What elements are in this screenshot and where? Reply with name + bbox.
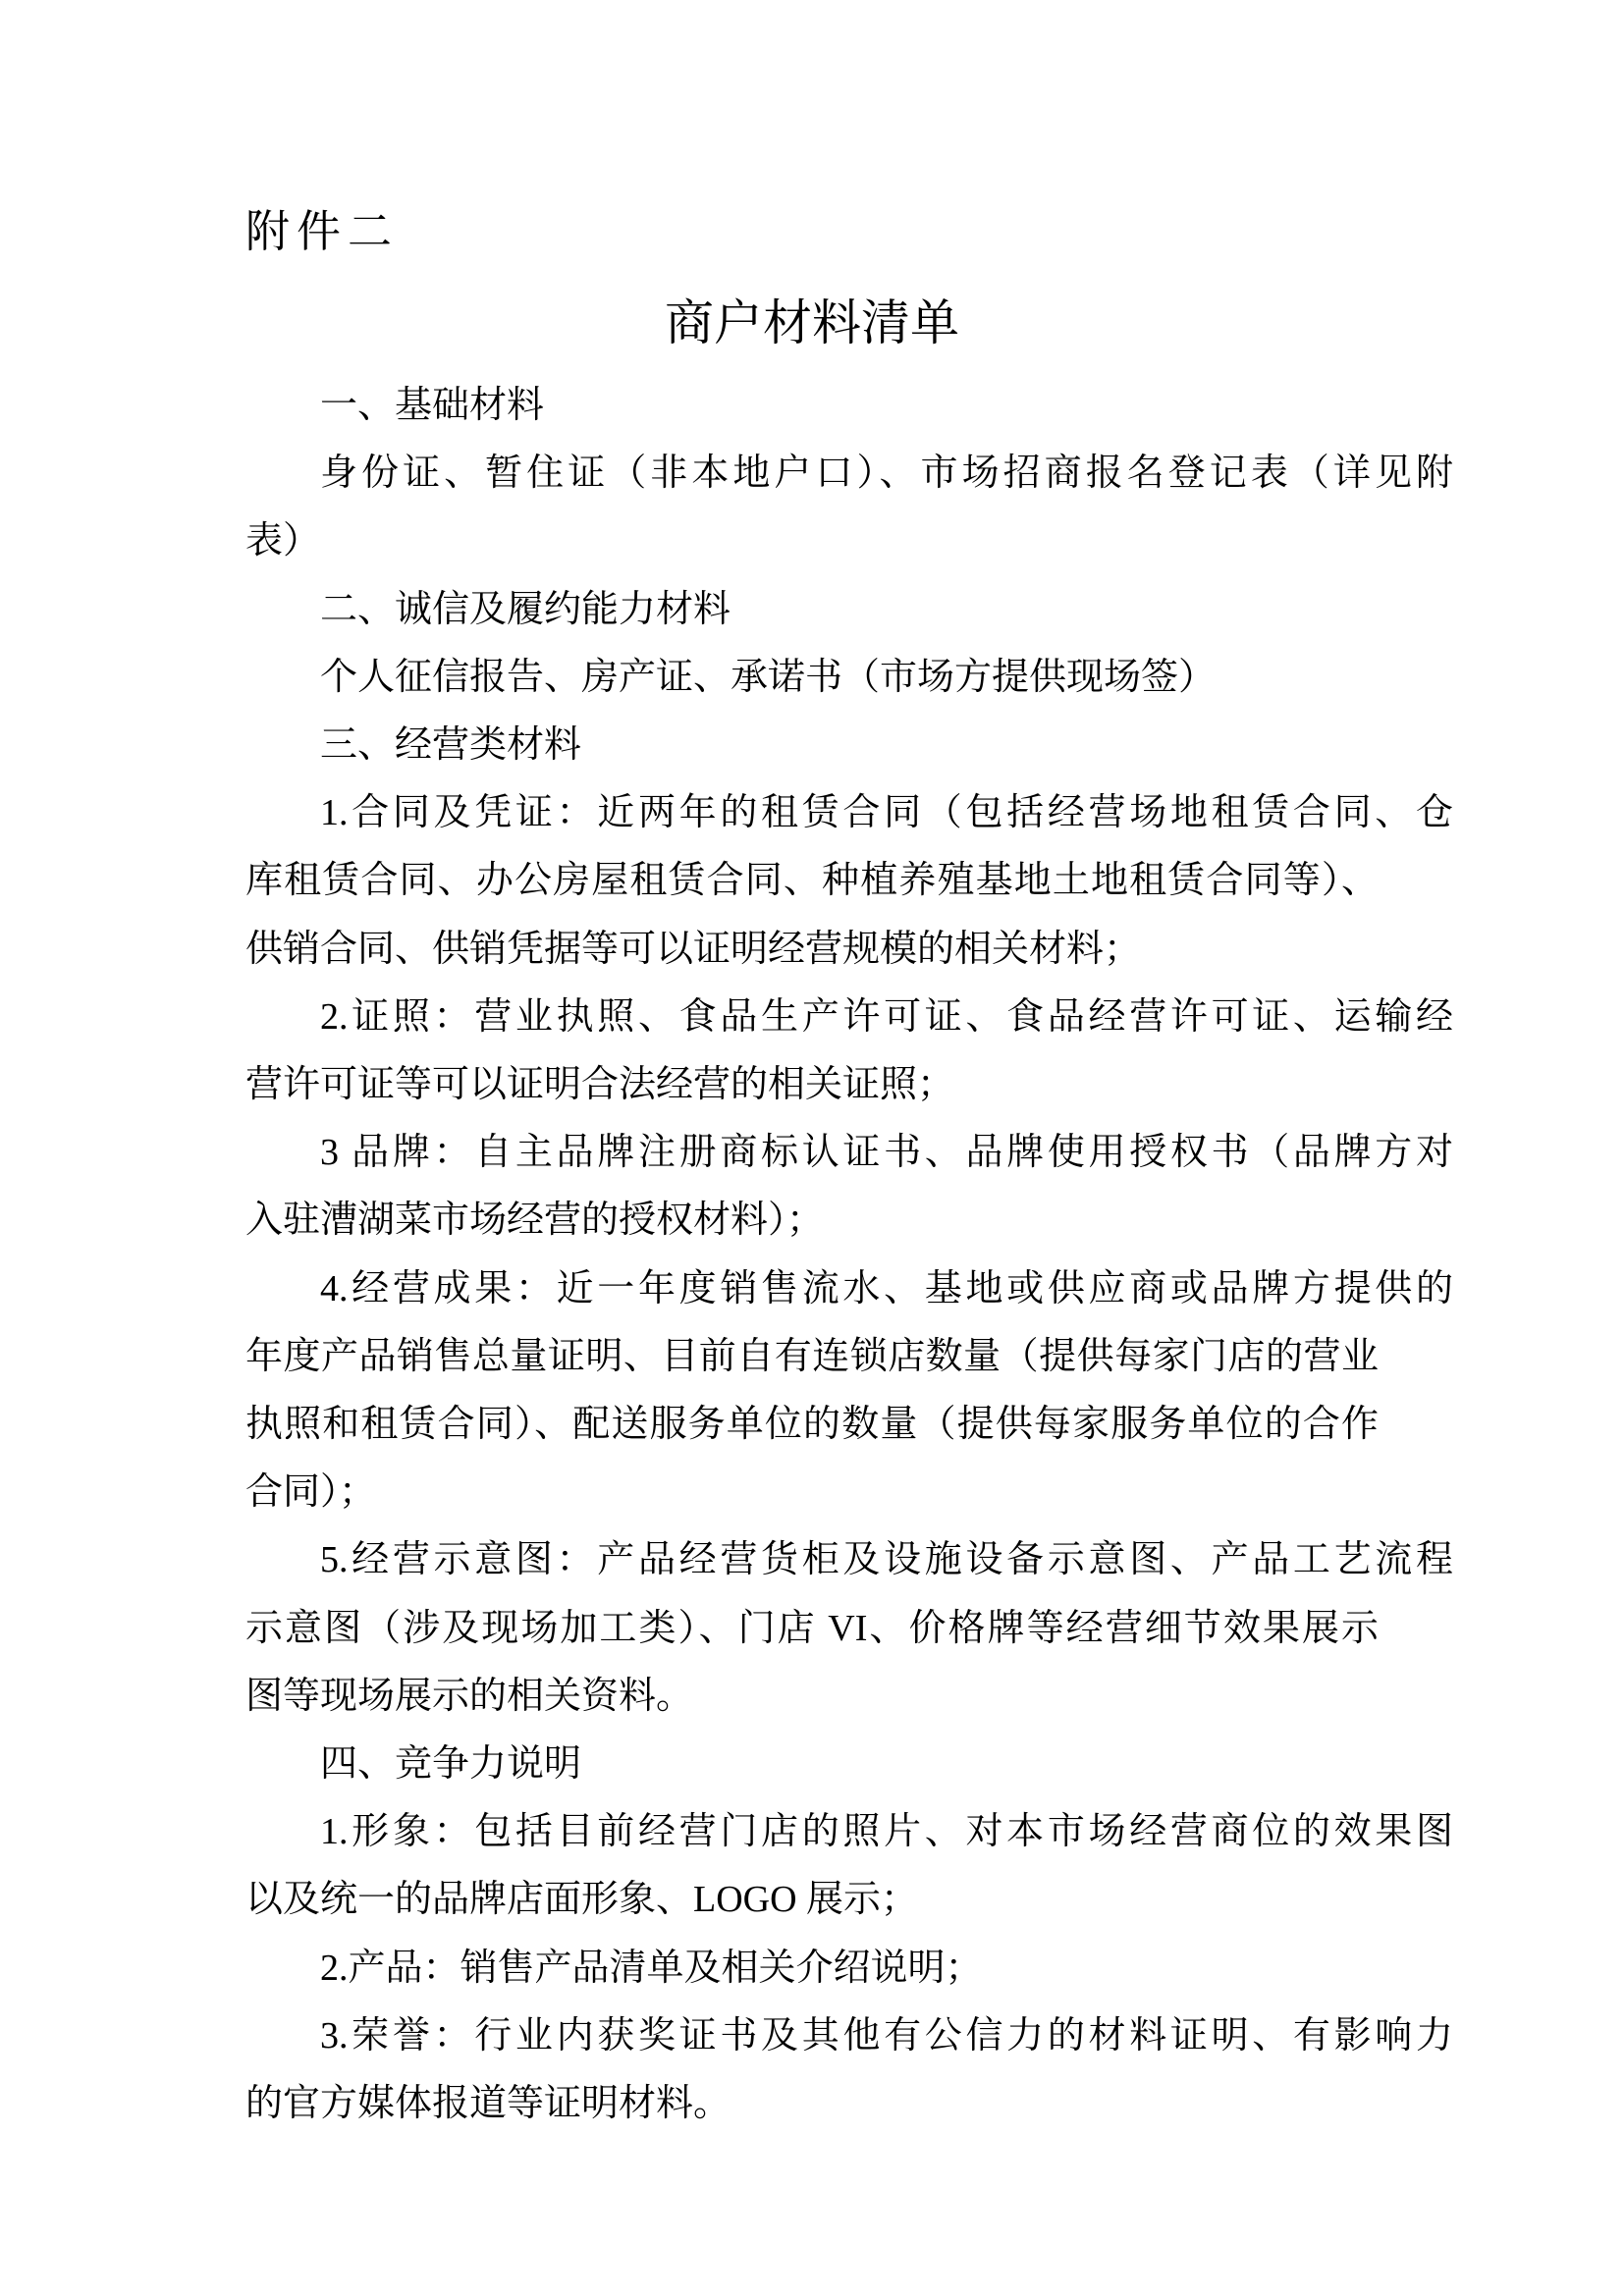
document-line: 年度产品销售总量证明、目前自有连锁店数量（提供每家门店的营业 (245, 1335, 1379, 1377)
document-line: 2.产品：销售产品清单及相关介绍说明； (320, 1947, 983, 1989)
document-line: 5.经营示意图：产品经营货柜及设施设备示意图、产品工艺流程 (320, 1539, 1453, 1581)
document-line: 营许可证等可以证明合法经营的相关证照； (245, 1064, 955, 1106)
document-line: 1.形象：包括目前经营门店的照片、对本市场经营商位的效果图 (320, 1811, 1453, 1853)
document-line: 2.证照：营业执照、食品生产许可证、食品经营许可证、运输经 (320, 995, 1453, 1038)
document-line: 1.合同及凭证：近两年的租赁合同（包括经营场地租赁合同、仓 (320, 792, 1453, 834)
document-line: 执照和租赁合同）、配送服务单位的数量（提供每家服务单位的合作 (245, 1404, 1379, 1446)
document-line: 3.荣誉：行业内获奖证书及其他有公信力的材料证明、有影响力 (320, 2014, 1453, 2056)
document-line: 身份证、暂住证（非本地户口）、市场招商报名登记表（详见附 (320, 453, 1453, 495)
document-line: 3 品牌：自主品牌注册商标认证书、品牌使用授权书（品牌方对 (320, 1132, 1453, 1174)
document-line: 供销合同、供销凭据等可以证明经营规模的相关材料； (245, 928, 1142, 970)
document-line: 以及统一的品牌店面形象、LOGO 展示； (245, 1879, 919, 1921)
attachment-label: 附件二 (245, 207, 400, 256)
document-line: 入驻漕湖菜市场经营的授权材料）； (245, 1200, 825, 1242)
document-line: 图等现场展示的相关资料。 (245, 1675, 694, 1717)
document-line: 个人征信报告、房产证、承诺书（市场方提供现场签） (320, 656, 1217, 698)
document-line: 一、基础材料 (320, 385, 545, 426)
document-line: 四、竞争力说明 (320, 1743, 582, 1786)
document-body (245, 372, 1453, 2138)
document-line: 二、诚信及履约能力材料 (320, 588, 731, 630)
document-line: 示意图（涉及现场加工类）、门店 VI、价格牌等经营细节效果展示 (245, 1607, 1379, 1649)
document-line: 合同）； (245, 1471, 377, 1514)
document-line: 表） (245, 520, 321, 562)
document-line: 三、经营类材料 (320, 724, 582, 767)
document-line: 的官方媒体报道等证明材料。 (245, 2083, 731, 2125)
document-line: 4.经营成果：近一年度销售流水、基地或供应商或品牌方提供的 (320, 1267, 1453, 1309)
document-title: 商户材料清单 (665, 295, 959, 350)
document-line: 库租赁合同、办公房屋租赁合同、种植养殖基地土地租赁合同等）、 (245, 860, 1379, 902)
